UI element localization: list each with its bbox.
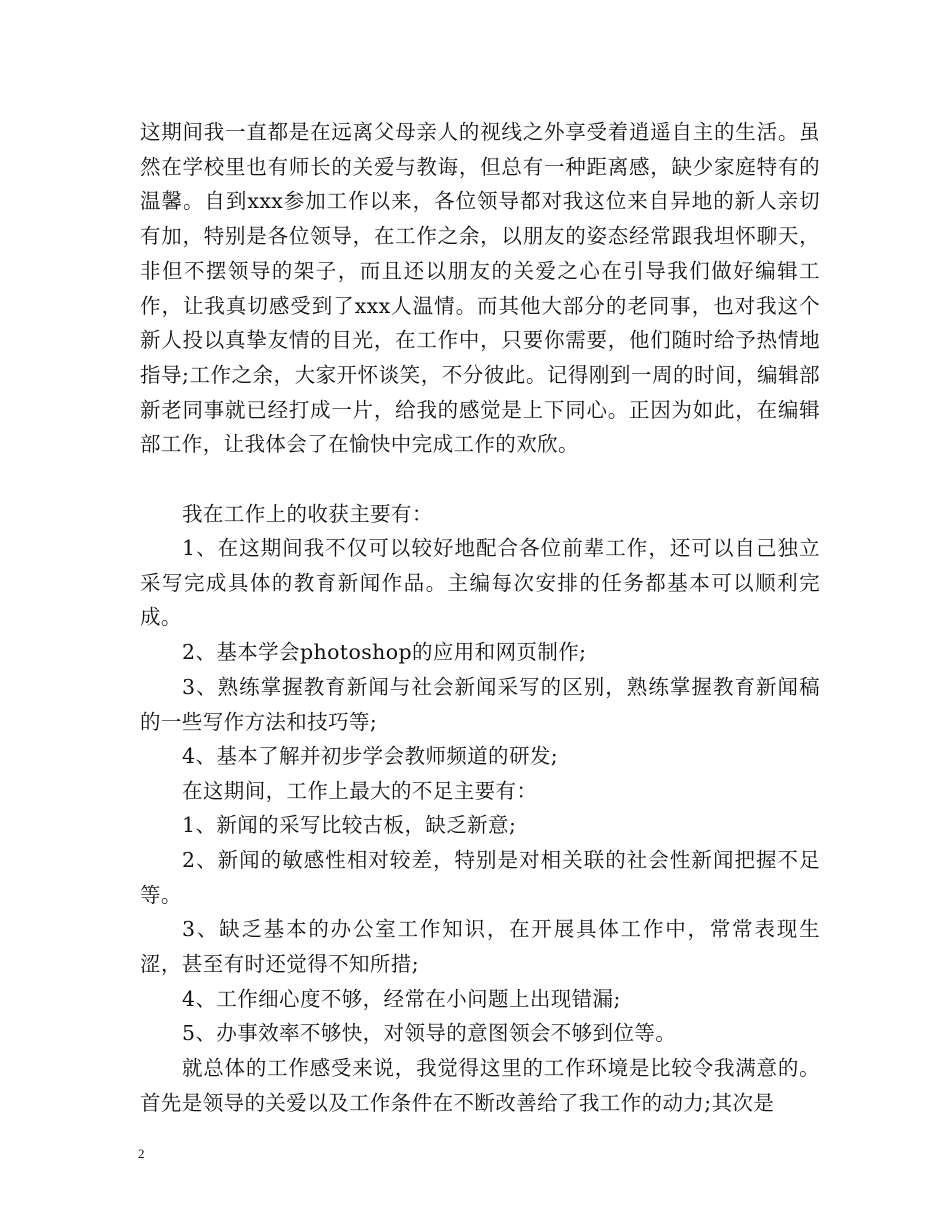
paragraph-gain-1: 1、在这期间我不仅可以较好地配合各位前辈工作，还可以自己独立采写完成具体的教育新闻作品。主编每次安排的任务都基本可以顺利完成。 <box>140 536 820 630</box>
paragraph-shortcoming-1: 1、新闻的采写比较古板，缺乏新意; <box>182 813 517 837</box>
paragraph-gain-4: 4、基本了解并初步学会教师频道的研发; <box>182 744 559 768</box>
paragraph-gain-3: 3、熟练掌握教育新闻与社会新闻采写的区别，熟练掌握教育新闻稿的一些写作方法和技巧等; <box>140 675 820 734</box>
paragraph-work-experience: 这期间我一直都是在远离父母亲人的视线之外享受着逍遥自主的生活。虽然在学校里也有师长的关爱与教诲，但总有一种距离感，缺少家庭特有的温馨。自到xxx参加工作以来，各位领导都对我这位来自异地的新人亲切有加，特别是各位领导，在工作之余，以朋友的姿态经常跟我坦怀聊天，非但不摆领导的架子，而且还以朋友的关爱之心在引导我们做好编辑工作，让我真切感受到了xxx人温情。而其他大部分的老同事，也对我这个新人投以真挚友情的目光，在工作中，只要你需要，他们随时给予热情地指导;工作之余，大家开怀谈笑，不分彼此。记得刚到一周的时间，编辑部新老同事就已经打成一片，给我的感觉是上下同心。正因为如此，在编辑部工作，让我体会了在愉快中完成工作的欢欣。 <box>140 120 820 457</box>
paragraph-shortcoming-3: 3、缺乏基本的办公室工作知识，在开展具体工作中，常常表现生涩，甚至有时还觉得不知所措; <box>140 917 820 976</box>
paragraph-overall-feeling: 就总体的工作感受来说，我觉得这里的工作环境是比较令我满意的。首先是领导的关爱以及工作条件在不断改善给了我工作的动力;其次是 <box>140 1056 820 1115</box>
paragraph-shortcoming-5: 5、办事效率不够快，对领导的意图领会不够到位等。 <box>182 1021 677 1045</box>
paragraph-gain-2: 2、基本学会photoshop的应用和网页制作; <box>182 640 587 664</box>
page-number: 2 <box>138 1146 145 1161</box>
paragraph-shortcoming-4: 4、工作细心度不够，经常在小问题上出现错漏; <box>182 987 621 1011</box>
paragraph-shortcoming-2: 2、新闻的敏感性相对较差，特别是对相关联的社会性新闻把握不足等。 <box>140 848 820 907</box>
paragraph-gains-heading: 我在工作上的收获主要有： <box>182 502 433 526</box>
paragraph-shortcomings-heading: 在这期间，工作上最大的不足主要有： <box>182 779 538 803</box>
